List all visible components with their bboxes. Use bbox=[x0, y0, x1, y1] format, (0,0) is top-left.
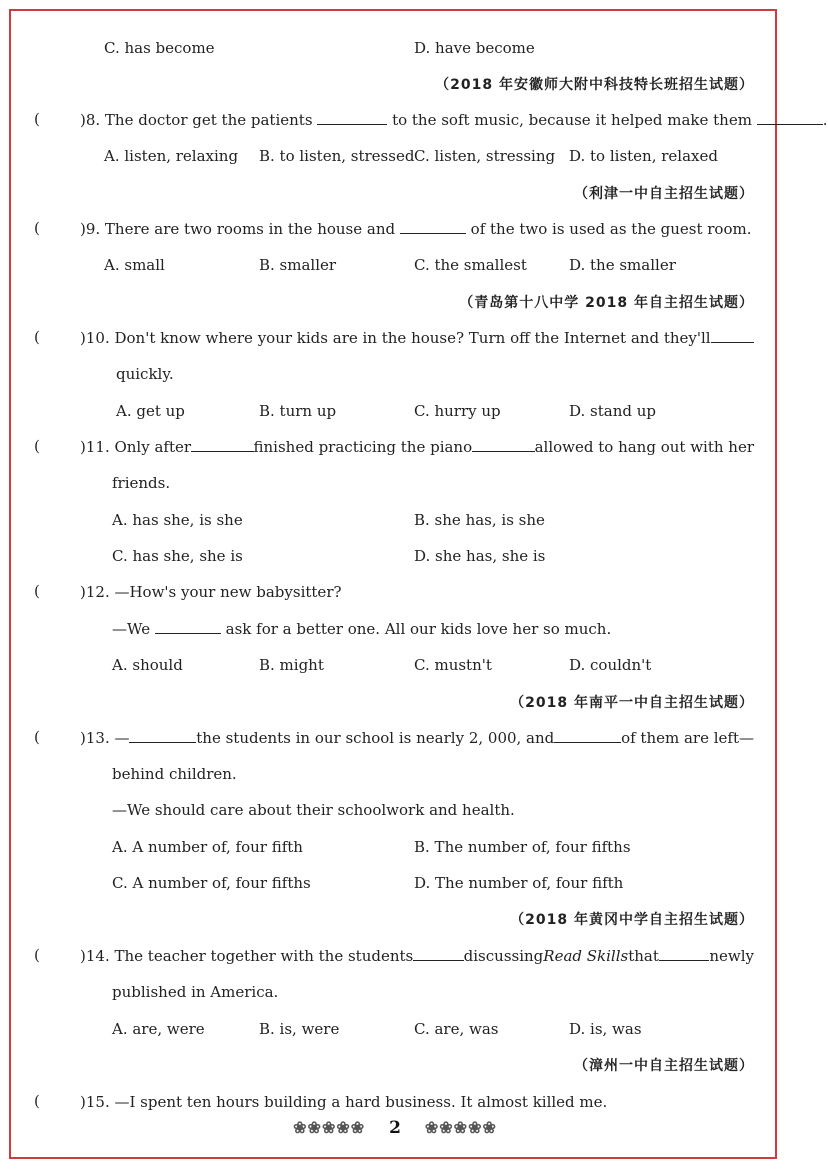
q13-blank-1[interactable] bbox=[129, 728, 196, 743]
q13-option-b[interactable]: B. The number of, four fifths bbox=[414, 838, 631, 856]
q11-stem-a: )11. Only after bbox=[80, 438, 192, 456]
q9-blank[interactable] bbox=[400, 219, 466, 234]
q14-stem-d: newly bbox=[709, 947, 754, 965]
q14-source: （漳州一中自主招生试题） bbox=[574, 1058, 754, 1074]
q13-option-d[interactable]: D. The number of, four fifth bbox=[414, 874, 624, 892]
q14-stem-b: discussing bbox=[463, 947, 544, 965]
q7-option-c: C. has become bbox=[104, 39, 215, 57]
q11-paren[interactable]: ( bbox=[34, 437, 40, 455]
q12-stem-line2 bbox=[112, 619, 611, 639]
q10-option-c[interactable]: C. hurry up bbox=[414, 402, 501, 420]
q9-stem-b: of the two is used as the guest room. bbox=[470, 220, 752, 238]
q11-blank-1[interactable] bbox=[191, 437, 253, 452]
q8-blank-2[interactable] bbox=[757, 110, 823, 125]
q8-option-c[interactable]: C. listen, stressing bbox=[414, 147, 556, 165]
q7-option-d: D. have become bbox=[414, 39, 535, 57]
q13-stem bbox=[80, 728, 754, 748]
q12-blank[interactable] bbox=[155, 619, 221, 634]
q11-option-b[interactable]: B. she has, is she bbox=[414, 511, 545, 529]
q8-stem-end: . bbox=[822, 111, 828, 129]
q13-stem-a: )13. — bbox=[80, 729, 130, 747]
page-footer bbox=[0, 1118, 790, 1138]
q13-option-c[interactable]: C. A number of, four fifths bbox=[112, 874, 311, 892]
q8-stem-a: )8. The doctor get the patients bbox=[80, 111, 313, 129]
q9-stem-a: )9. There are two rooms in the house and bbox=[80, 220, 396, 238]
q12-stem: )12. —How's your new babysitter? bbox=[80, 583, 342, 601]
footer-flowers-left: ❀❀❀❀❀ bbox=[293, 1118, 366, 1137]
q10-stem-a: )10. Don't know where your kids are in the house? Turn off the Internet and they'll bbox=[80, 329, 711, 347]
q14-option-a[interactable]: A. are, were bbox=[112, 1020, 205, 1038]
q13-stem-line3: —We should care about their schoolwork and health. bbox=[112, 801, 515, 819]
q12-option-c[interactable]: C. mustn't bbox=[414, 656, 492, 674]
q14-stem-c: that bbox=[628, 947, 659, 965]
q11-option-c[interactable]: C. has she, she is bbox=[112, 547, 243, 565]
q8-option-a[interactable]: A. listen, relaxing bbox=[104, 147, 239, 165]
q10-stem-line2: quickly. bbox=[116, 365, 174, 383]
q9-source: （青岛第十八中学 2018 年自主招生试题） bbox=[459, 295, 754, 311]
q13-blank-2[interactable] bbox=[554, 728, 621, 743]
q8-option-d[interactable]: D. to listen, relaxed bbox=[569, 147, 718, 165]
q10-paren[interactable]: ( bbox=[34, 328, 40, 346]
q7-source: （2018 年安徽师大附中科技特长班招生试题） bbox=[435, 77, 754, 93]
q10-option-a[interactable]: A. get up bbox=[116, 402, 185, 420]
q8-blank-1[interactable] bbox=[317, 110, 387, 125]
q9-option-c[interactable]: C. the smallest bbox=[414, 256, 527, 274]
q14-paren[interactable]: ( bbox=[34, 946, 40, 964]
q10-option-d[interactable]: D. stand up bbox=[569, 402, 656, 420]
q11-stem-b: finished practicing the piano bbox=[253, 438, 473, 456]
q12-option-a[interactable]: A. should bbox=[112, 656, 183, 674]
q9-stem bbox=[80, 219, 752, 239]
q13-stem-c: of them are left— bbox=[621, 729, 754, 747]
q15-stem: )15. —I spent ten hours building a hard business. It almost killed me. bbox=[80, 1093, 608, 1111]
q11-stem-line2: friends. bbox=[112, 474, 171, 492]
q14-blank-2[interactable] bbox=[659, 946, 709, 961]
q13-stem-b: the students in our school is nearly 2, 000, and bbox=[196, 729, 555, 747]
q14-stem-line2: published in America. bbox=[112, 983, 279, 1001]
q11-blank-2[interactable] bbox=[472, 437, 534, 452]
q14-stem-italic: Read Skills bbox=[543, 947, 629, 965]
q14-blank-1[interactable] bbox=[413, 946, 463, 961]
q8-paren[interactable]: ( bbox=[34, 110, 40, 128]
q13-stem-line2: behind children. bbox=[112, 765, 237, 783]
q15-paren[interactable]: ( bbox=[34, 1092, 40, 1110]
q10-stem bbox=[80, 328, 754, 348]
q11-stem-c: allowed to hang out with her bbox=[534, 438, 754, 456]
q11-option-d[interactable]: D. she has, she is bbox=[414, 547, 546, 565]
q12-option-b[interactable]: B. might bbox=[259, 656, 324, 674]
q12-paren[interactable]: ( bbox=[34, 582, 40, 600]
q9-option-b[interactable]: B. smaller bbox=[259, 256, 337, 274]
q14-option-d[interactable]: D. is, was bbox=[569, 1020, 642, 1038]
q10-blank[interactable] bbox=[711, 328, 754, 343]
q14-option-b[interactable]: B. is, were bbox=[259, 1020, 340, 1038]
page-number: 2 bbox=[389, 1118, 401, 1138]
footer-flowers-right: ❀❀❀❀❀ bbox=[424, 1118, 497, 1137]
q14-option-c[interactable]: C. are, was bbox=[414, 1020, 499, 1038]
q13-option-a[interactable]: A. A number of, four fifth bbox=[112, 838, 303, 856]
q8-stem bbox=[80, 110, 828, 130]
q8-stem-b: to the soft music, because it helped make them bbox=[392, 111, 752, 129]
q11-stem bbox=[80, 437, 754, 457]
q13-source: （2018 年黄冈中学自主招生试题） bbox=[510, 912, 754, 928]
q9-paren[interactable]: ( bbox=[34, 219, 40, 237]
q8-option-b[interactable]: B. to listen, stressed bbox=[259, 147, 415, 165]
q12-option-d[interactable]: D. couldn't bbox=[569, 656, 652, 674]
q11-option-a[interactable]: A. has she, is she bbox=[112, 511, 243, 529]
q10-option-b[interactable]: B. turn up bbox=[259, 402, 337, 420]
q9-option-d[interactable]: D. the smaller bbox=[569, 256, 676, 274]
q12-source: （2018 年南平一中自主招生试题） bbox=[510, 695, 754, 711]
q8-source: （利津一中自主招生试题） bbox=[574, 186, 754, 202]
q14-stem bbox=[80, 946, 754, 966]
q9-option-a[interactable]: A. small bbox=[104, 256, 165, 274]
q12-line2-a: —We bbox=[112, 620, 151, 638]
q12-line2-b: ask for a better one. All our kids love her so much. bbox=[225, 620, 612, 638]
q14-stem-a: )14. The teacher together with the students bbox=[80, 947, 414, 965]
q13-paren[interactable]: ( bbox=[34, 728, 40, 746]
